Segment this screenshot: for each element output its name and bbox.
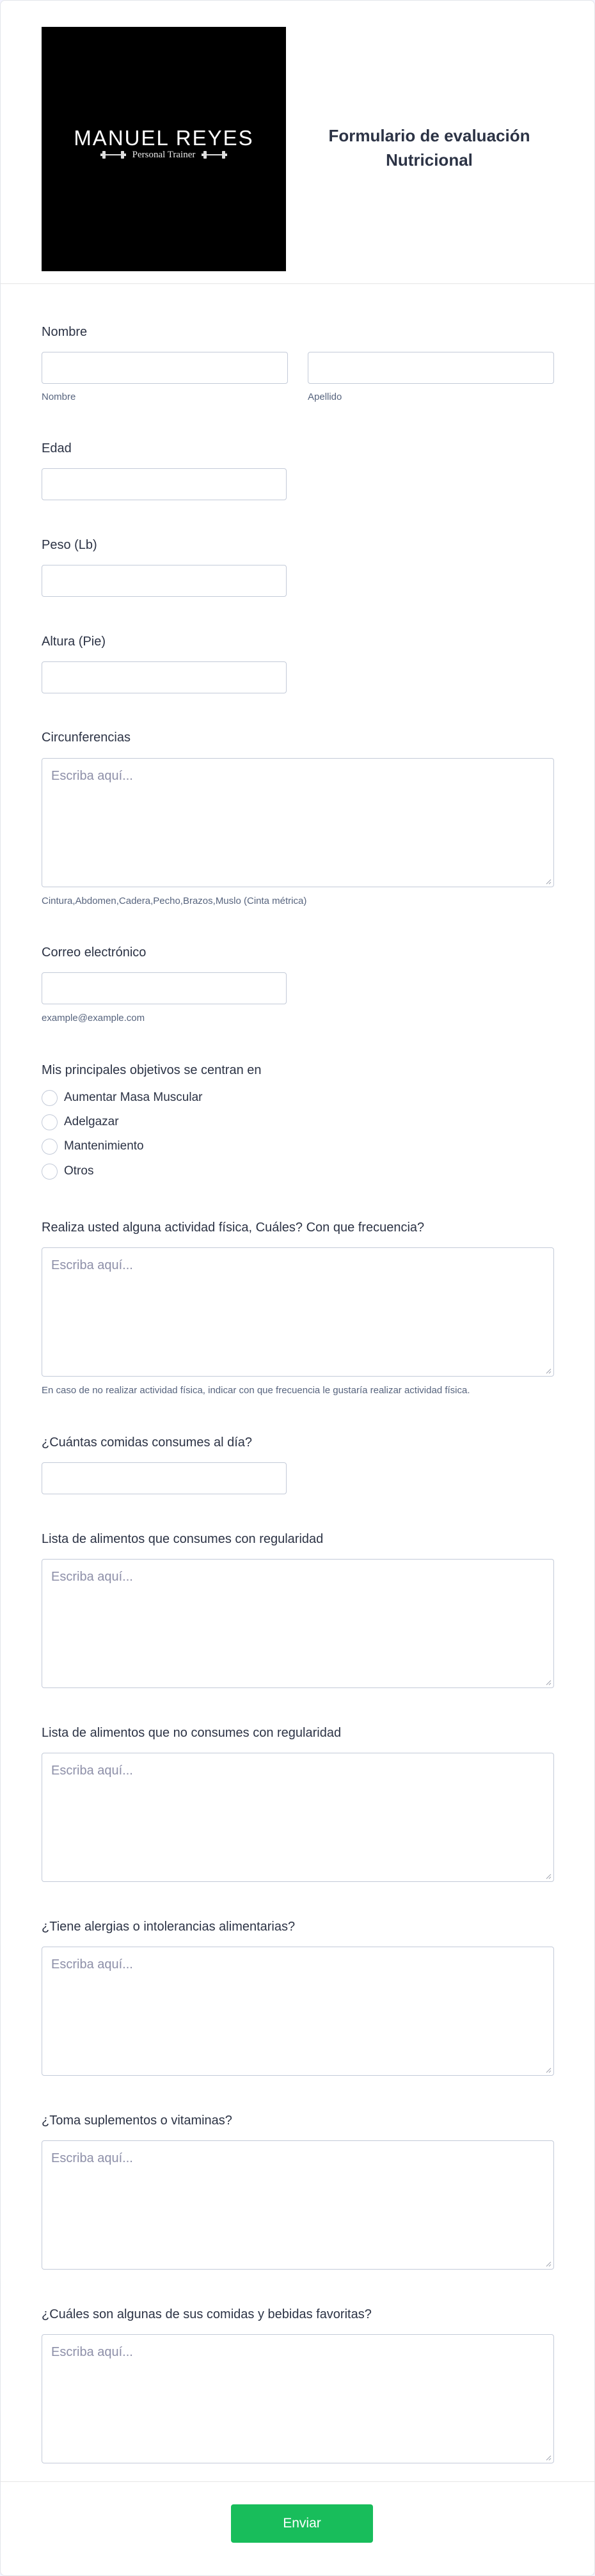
objetivo-option[interactable] bbox=[42, 1089, 202, 1107]
logo-subtitle: Personal Trainer bbox=[132, 149, 196, 160]
resize-grip-icon[interactable] bbox=[545, 878, 551, 885]
objetivo-option[interactable] bbox=[42, 1137, 144, 1155]
dumbbell-icon bbox=[202, 150, 227, 159]
alimentos-regular-label: Lista de alimentos que consumes con regularidad bbox=[42, 1532, 324, 1546]
footer-divider bbox=[1, 2481, 595, 2482]
objetivo-option-label: Aumentar Masa Muscular bbox=[64, 1091, 203, 1104]
alimentos-regular-textarea[interactable] bbox=[42, 1559, 554, 1688]
alergias-textarea[interactable] bbox=[42, 1947, 554, 2076]
radio-button[interactable] bbox=[42, 1164, 58, 1180]
nombre-label: Nombre bbox=[42, 325, 88, 339]
last-name-sublabel: Apellido bbox=[308, 391, 342, 402]
alergias-placeholder: Escriba aquí... bbox=[51, 1957, 133, 1972]
favoritas-label: ¿Cuáles son algunas de sus comidas y bebidas favoritas? bbox=[42, 2307, 372, 2321]
form-header bbox=[1, 1, 595, 284]
circunferencias-textarea[interactable] bbox=[42, 758, 554, 887]
edad-label: Edad bbox=[42, 441, 72, 455]
radio-button[interactable] bbox=[42, 1114, 58, 1130]
suplementos-label: ¿Toma suplementos o vitaminas? bbox=[42, 2114, 232, 2128]
trainer-logo bbox=[42, 27, 286, 271]
radio-button[interactable] bbox=[42, 1090, 58, 1106]
correo-label: Correo electrónico bbox=[42, 945, 147, 960]
form-title: Formulario de evaluación Nutricional bbox=[328, 126, 530, 170]
resize-grip-icon[interactable] bbox=[545, 1368, 551, 1374]
suplementos-placeholder: Escriba aquí... bbox=[51, 2151, 133, 2165]
radio-button[interactable] bbox=[42, 1139, 58, 1155]
resize-grip-icon[interactable] bbox=[545, 2067, 551, 2073]
actividad-sublabel: En caso de no realizar actividad física, indicar con que frecuencia le gustaría realizar actividad física. bbox=[42, 1385, 470, 1396]
submit-button[interactable]: Enviar bbox=[231, 2504, 373, 2543]
favoritas-placeholder: Escriba aquí... bbox=[51, 2345, 133, 2359]
suplementos-textarea[interactable] bbox=[42, 2140, 554, 2270]
actividad-label: Realiza usted alguna actividad física, Cuáles? Con que frecuencia? bbox=[42, 1221, 425, 1235]
alimentos-regular-placeholder: Escriba aquí... bbox=[51, 1570, 133, 1584]
objetivo-option[interactable] bbox=[42, 1162, 93, 1180]
objetivo-option-label: Otros bbox=[64, 1164, 94, 1178]
peso-label: Peso (Lb) bbox=[42, 538, 97, 552]
actividad-textarea[interactable] bbox=[42, 1247, 554, 1377]
comidas-input[interactable] bbox=[42, 1462, 287, 1494]
first-name-sublabel: Nombre bbox=[42, 391, 76, 402]
favoritas-textarea[interactable] bbox=[42, 2334, 554, 2463]
objetivo-option[interactable] bbox=[42, 1113, 119, 1131]
alimentos-no-regular-textarea[interactable] bbox=[42, 1753, 554, 1882]
dumbbell-icon bbox=[100, 150, 126, 159]
objetivo-option-label: Mantenimiento bbox=[64, 1139, 144, 1153]
resize-grip-icon[interactable] bbox=[545, 1873, 551, 1879]
email-sublabel: example@example.com bbox=[42, 1013, 145, 1023]
first-name-input[interactable] bbox=[42, 352, 288, 384]
logo-name: MANUEL REYES bbox=[74, 126, 254, 150]
circunferencias-placeholder: Escriba aquí... bbox=[51, 769, 133, 783]
altura-input[interactable] bbox=[42, 661, 287, 693]
resize-grip-icon[interactable] bbox=[545, 1679, 551, 1686]
alergias-label: ¿Tiene alergias o intolerancias alimentarias? bbox=[42, 1920, 296, 1934]
circunferencias-sublabel: Cintura,Abdomen,Cadera,Pecho,Brazos,Muslo (Cinta métrica) bbox=[42, 896, 307, 906]
altura-label: Altura (Pie) bbox=[42, 635, 106, 649]
alimentos-no-regular-label: Lista de alimentos que no consumes con regularidad bbox=[42, 1726, 342, 1740]
resize-grip-icon[interactable] bbox=[545, 2454, 551, 2461]
alimentos-no-regular-placeholder: Escriba aquí... bbox=[51, 1764, 133, 1778]
logo-subtitle-row bbox=[42, 147, 286, 162]
circunferencias-label: Circunferencias bbox=[42, 731, 131, 745]
peso-input[interactable] bbox=[42, 565, 287, 597]
edad-input[interactable] bbox=[42, 468, 287, 500]
email-field[interactable] bbox=[42, 972, 287, 1004]
objetivo-option-label: Adelgazar bbox=[64, 1115, 119, 1128]
comidas-label: ¿Cuántas comidas consumes al día? bbox=[42, 1435, 253, 1450]
objetivos-label: Mis principales objetivos se centran en bbox=[42, 1063, 262, 1077]
last-name-input[interactable] bbox=[308, 352, 554, 384]
actividad-placeholder: Escriba aquí... bbox=[51, 1258, 133, 1272]
resize-grip-icon[interactable] bbox=[545, 2261, 551, 2267]
